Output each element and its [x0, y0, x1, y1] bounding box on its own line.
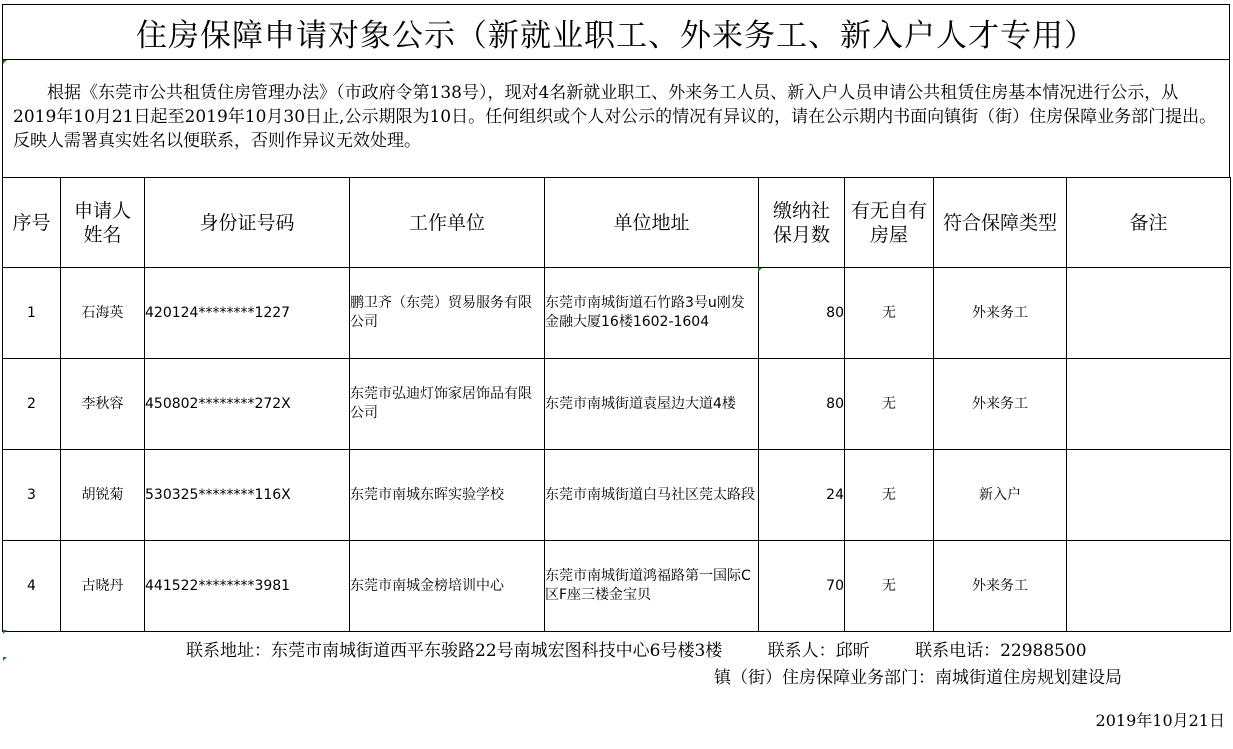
header-name: 申请人姓名: [61, 178, 145, 268]
header-id: 身份证号码: [145, 178, 350, 268]
cell-note: [1067, 268, 1231, 359]
cell-marker-icon: [758, 268, 762, 272]
cell-months: 80: [759, 268, 845, 359]
cell-type: 外来务工: [934, 541, 1067, 632]
notice-paragraph: [2, 59, 1230, 178]
table-row: [3, 268, 1231, 359]
notice-text: 根据《东莞市公共租赁住房管理办法》（市政府令第138号），现对4名新就业职工、外来务工人员、新入户人员申请公共租赁住房基本情况进行公示，从 2019年10月21日起至2019年10月30日止,公示期限为10日。任何组织或个人对公示的情况有异议的，请在公示期内书面向镇街（街）住房保障业务部门提出。反映人需署真实姓名以便联系，否则作异议无效处理。: [13, 83, 1217, 151]
cell-housing: 无: [845, 359, 934, 450]
cell-housing: 无: [845, 268, 934, 359]
cell-seq: 2: [3, 359, 61, 450]
cell-marker-icon: [3, 657, 7, 661]
contact-address: 联系地址：东莞市南城街道西平东骏路22号南城宏图科技中心6号楼3楼: [186, 641, 723, 661]
cell-name: 胡锐菊: [61, 450, 145, 541]
department-line: 镇（街）住房保障业务部门：南城街道住房规划建设局: [714, 668, 1122, 688]
cell-id: 420124********1227: [145, 268, 350, 359]
cell-note: [1067, 359, 1231, 450]
cell-housing: 无: [845, 541, 934, 632]
cell-employer: 东莞市南城金榜培训中心: [350, 541, 545, 632]
cell-address: 东莞市南城街道鸿福路第一国际C区F座三楼金宝贝: [545, 541, 759, 632]
cell-note: [1067, 450, 1231, 541]
cell-note: [1067, 541, 1231, 632]
cell-months: 70: [759, 541, 845, 632]
table-row: [3, 450, 1231, 541]
cell-housing: 无: [845, 450, 934, 541]
header-type: 符合保障类型: [934, 178, 1067, 268]
cell-address: 东莞市南城街道袁屋边大道4楼: [545, 359, 759, 450]
cell-id: 441522********3981: [145, 541, 350, 632]
header-employer: 工作单位: [350, 178, 545, 268]
cell-marker-icon: [3, 630, 7, 634]
cell-type: 外来务工: [934, 268, 1067, 359]
contact-line: [186, 636, 1087, 661]
header-note: 备注: [1067, 178, 1231, 268]
cell-id: 530325********116X: [145, 450, 350, 541]
cell-address: 东莞市南城街道石竹路3号u刚发金融大厦16楼1602-1604: [545, 268, 759, 359]
applicant-table: [2, 177, 1231, 632]
cell-seq: 1: [3, 268, 61, 359]
header-housing: 有无自有房屋: [845, 178, 934, 268]
header-seq: 序号: [3, 178, 61, 268]
cell-address: 东莞市南城街道白马社区莞太路段: [545, 450, 759, 541]
contact-phone: 联系电话：22988500: [915, 641, 1087, 661]
cell-type: 外来务工: [934, 359, 1067, 450]
cell-months: 80: [759, 359, 845, 450]
cell-employer: 东莞市南城东晖实验学校: [350, 450, 545, 541]
cell-marker-icon: [3, 60, 7, 64]
cell-seq: 3: [3, 450, 61, 541]
publish-date: 2019年10月21日: [1095, 711, 1225, 730]
cell-months: 24: [759, 450, 845, 541]
cell-seq: 4: [3, 541, 61, 632]
cell-name: 李秋容: [61, 359, 145, 450]
cell-type: 新入户: [934, 450, 1067, 541]
table-row: [3, 359, 1231, 450]
cell-employer: 鹏卫齐（东莞）贸易服务有限公司: [350, 268, 545, 359]
cell-name: 石海英: [61, 268, 145, 359]
page-title: 住房保障申请对象公示（新就业职工、外来务工、新入户人才专用）: [2, 4, 1230, 60]
table-header-row: [3, 178, 1231, 268]
table-row: [3, 541, 1231, 632]
cell-name: 古晓丹: [61, 541, 145, 632]
header-address: 单位地址: [545, 178, 759, 268]
cell-id: 450802********272X: [145, 359, 350, 450]
cell-employer: 东莞市弘迪灯饰家居饰品有限公司: [350, 359, 545, 450]
contact-person: 联系人：邱昕: [767, 641, 870, 661]
header-months: 缴纳社保月数: [759, 178, 845, 268]
